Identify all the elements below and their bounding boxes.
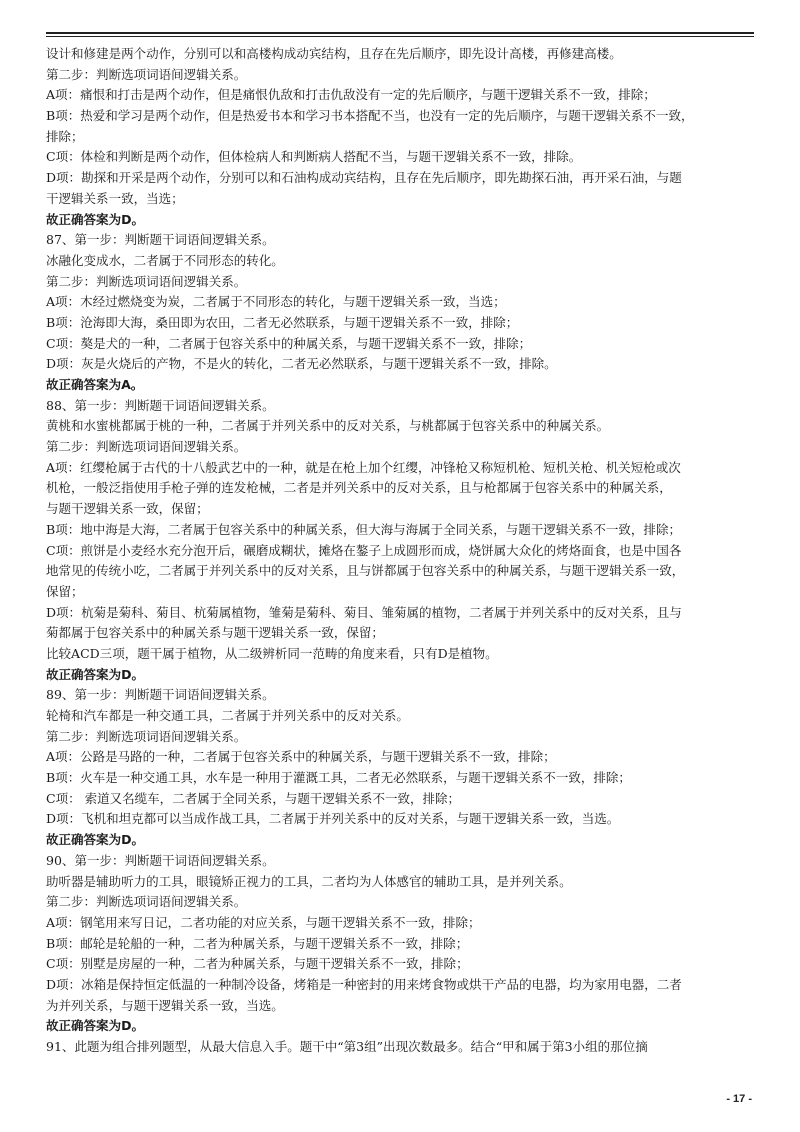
text-line: B项：火车是一种交通工具，水车是一种用于灌溉工具，二者无必然联系，与题干逻辑关系不一致，排除； — [46, 770, 631, 786]
header-rule-thin — [46, 36, 754, 37]
text-line: C项：煎饼是小麦经水充分泡开后，碾磨成糊状，摊烙在鏊子上成圆形而成，烧饼属大众化的烤烙面食，也是中国各 — [46, 542, 682, 558]
text-line: 第二步：判断选项词语间逻辑关系。 — [46, 439, 247, 455]
text-line: D项：勘探和开采是两个动作，分别可以和石油构成动宾结构，且存在先后顺序，即先勘探石油，再开采石油，与题 — [46, 170, 682, 186]
text-line: B项：热爱和学习是两个动作，但是热爱书本和学习书本搭配不当，也没有一定的先后顺序，与题干逻辑关系不一致， — [46, 108, 694, 124]
text-line: A项：钢笔用来写日记，二者功能的对应关系，与题干逻辑关系不一致，排除； — [46, 914, 481, 930]
text-line: 黄桃和水蜜桃都属于桃的一种，二者属于并列关系中的反对关系，与桃都属于包容关系中的种属关系。 — [46, 418, 610, 434]
text-line: 轮椅和汽车都是一种交通工具，二者属于并列关系中的反对关系。 — [46, 708, 409, 723]
text-line: A项：痛恨和打击是两个动作，但是痛恨仇敌和打击仇敌没有一定的先后顺序，与题干逻辑关系不一致，排除； — [46, 87, 656, 103]
text-line: A项：木经过燃烧变为炭，二者属于不同形态的转化，与题干逻辑关系一致，当选； — [46, 294, 506, 310]
text-line: C项：别墅是房屋的一种，二者为种属关系，与题干逻辑关系不一致，排除； — [46, 956, 469, 972]
text-line: C项：獒是犬的一种，二者属于包容关系中的种属关系，与题干逻辑关系不一致，排除； — [46, 335, 532, 351]
answer-line: 故正确答案为D。 — [46, 666, 144, 682]
text-line: C项： 索道又名缆车，二者属于全同关系，与题干逻辑关系不一致，排除； — [46, 790, 461, 806]
text-line: 第二步：判断选项词语间逻辑关系。 — [46, 66, 247, 82]
text-line: D项：冰箱是保持恒定低温的一种制冷设备，烤箱是一种密封的用来烤食物或烘干产品的电器，均为家用电器，二者 — [46, 976, 682, 992]
answer-line: 故正确答案为D。 — [46, 1018, 144, 1034]
text-line: 89、第一步：判断题干词语间逻辑关系。 — [46, 687, 275, 703]
text-line: 第二步：判断选项词语间逻辑关系。 — [46, 894, 247, 910]
text-line: 91、此题为组合排列题型，从最大信息入手。题干中“第3组”出现次数最多。结合“甲和属于第3小组的那位摘 — [46, 1039, 648, 1054]
text-line: 干逻辑关系一致，当选； — [46, 190, 184, 206]
text-line: 地常见的传统小吃，二者属于并列关系中的反对关系，且与饼都属于包容关系中的种属关系，与题干逻辑关系一致， — [46, 563, 685, 579]
text-line: 排除； — [46, 128, 84, 144]
text-line: 为并列关系，与题干逻辑关系一致，当选。 — [46, 997, 284, 1013]
text-line: 比较ACD三项，题干属于植物，从二级辨析同一范畴的角度来看，只有D是植物。 — [46, 645, 498, 661]
text-line: A项：红缨枪属于古代的十八般武艺中的一种，就是在枪上加个红缨，冲锋枪又称短机枪、短机关枪、机关短枪或次 — [46, 459, 681, 475]
text-line: 冰融化变成水，二者属于不同形态的转化。 — [46, 252, 284, 268]
text-line: 菊都属于包容关系中的种属关系与题干逻辑关系一致，保留； — [46, 625, 384, 641]
text-line: 87、第一步：判断题干词语间逻辑关系。 — [46, 232, 275, 248]
answer-line: 故正确答案为D。 — [46, 211, 144, 227]
text-line: 第二步：判断选项词语间逻辑关系。 — [46, 728, 247, 744]
text-line: 第二步：判断选项词语间逻辑关系。 — [46, 273, 247, 289]
text-line: 与题干逻辑关系一致，保留； — [46, 501, 209, 517]
document-body — [46, 44, 758, 1058]
answer-line: 故正确答案为D。 — [46, 832, 144, 848]
text-line: D项：飞机和坦克都可以当成作战工具，二者属于并列关系中的反对关系，与题干逻辑关系一致，当选。 — [46, 811, 620, 827]
text-line: 设计和修建是两个动作，分别可以和高楼构成动宾结构，且存在先后顺序，即先设计高楼，再修建高楼。 — [46, 46, 622, 61]
text-line: B项：邮轮是轮船的一种，二者为种属关系，与题干逻辑关系不一致，排除； — [46, 935, 469, 951]
text-line: 88、第一步：判断题干词语间逻辑关系。 — [46, 397, 275, 413]
text-line: B项：沧海即大海，桑田即为农田，二者无必然联系，与题干逻辑关系不一致，排除； — [46, 314, 519, 330]
answer-line: 故正确答案为A。 — [46, 377, 144, 392]
text-line: A项：公路是马路的一种，二者属于包容关系中的种属关系，与题干逻辑关系不一致，排除； — [46, 749, 556, 765]
text-line: B项：地中海是大海，二者属于包容关系中的种属关系，但大海与海属于全同关系，与题干逻辑关系不一致，排除； — [46, 521, 681, 537]
text-line: D项：灰是火烧后的产物，不是火的转化，二者无必然联系，与题干逻辑关系不一致，排除。 — [46, 356, 557, 372]
header-rule-thick — [46, 32, 754, 34]
text-line: 助听器是辅助听力的工具，眼镜矫正视力的工具，二者均为人体感官的辅助工具，是并列关系。 — [46, 873, 572, 889]
text-line: 90、第一步：判断题干词语间逻辑关系。 — [46, 852, 275, 868]
text-line: 保留； — [46, 583, 84, 599]
text-line: C项：体检和判断是两个动作，但体检病人和判断病人搭配不当，与题干逻辑关系不一致，排除。 — [46, 149, 582, 165]
text-line: D项：杭菊是菊科、菊目、杭菊属植物，雏菊是菊科、菊目、雏菊属的植物，二者属于并列关系中的反对关系，且与 — [46, 604, 682, 620]
page-number: - 17 - — [726, 1093, 752, 1105]
text-line: 机枪，一般泛指使用手枪子弹的连发枪械，二者是并列关系中的反对关系，且与枪都属于包容关系中的种属关系， — [46, 480, 672, 496]
